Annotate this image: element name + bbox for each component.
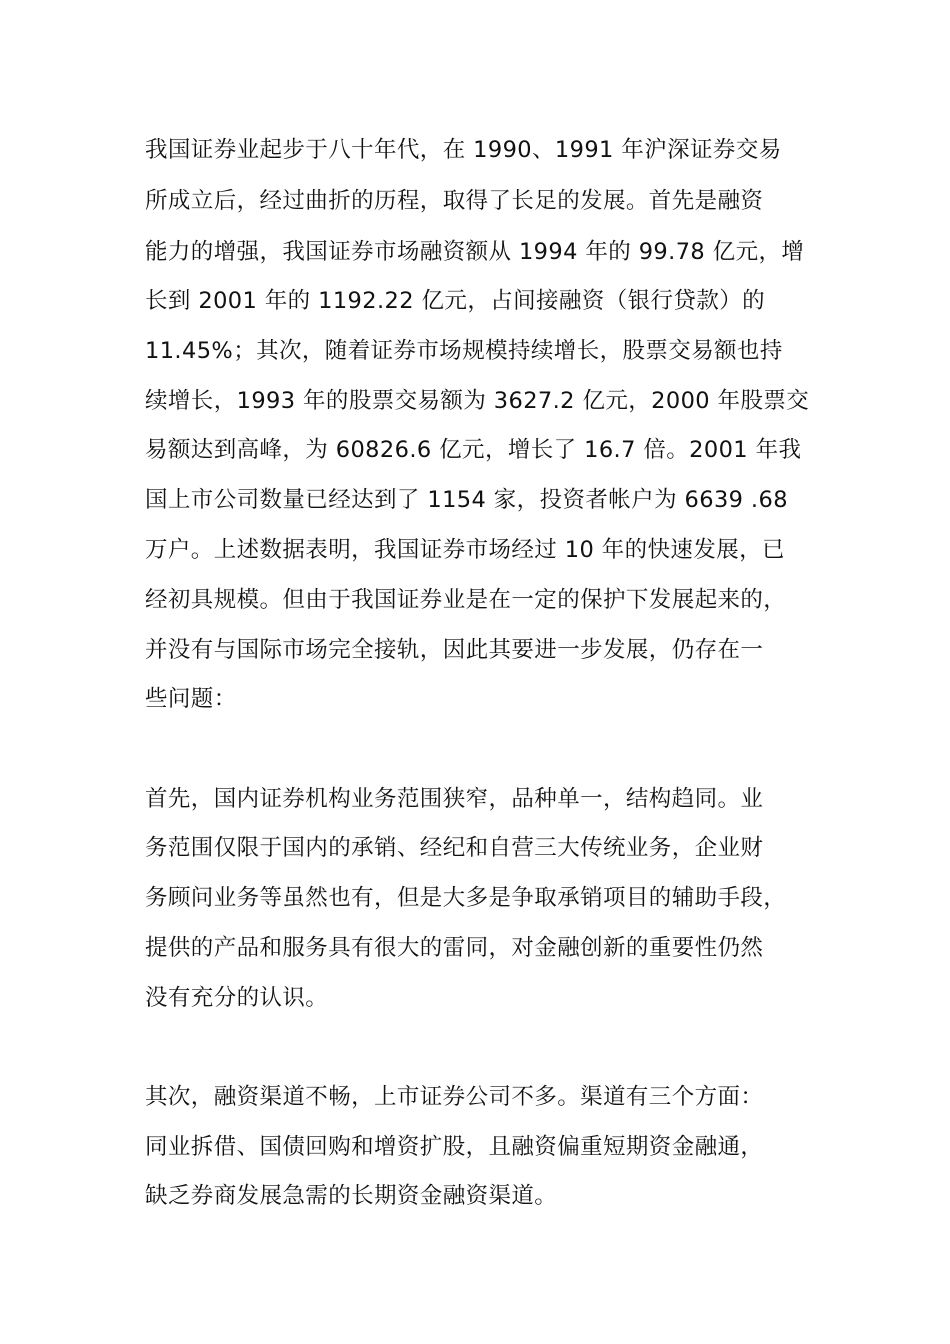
paragraph-line: 没有充分的认识。	[145, 985, 329, 1011]
paragraph-line: 同业拆借、国债回购和增资扩股，且融资偏重短期资金融通，	[145, 1134, 764, 1160]
paragraph-line: 首先，国内证券机构业务范围狭窄，品种单一，结构趋同。业	[145, 786, 764, 812]
paragraph-line: 务顾问业务等虽然也有，但是大多是争取承销项目的辅助手段，	[145, 885, 787, 911]
paragraph-line: 并没有与国际市场完全接轨，因此其要进一步发展，仍存在一	[145, 637, 764, 663]
paragraph-line: 经初具规模。但由于我国证券业是在一定的保护下发展起来的，	[145, 587, 787, 613]
paragraph-line: 国上市公司数量已经达到了 1154 家，投资者帐户为 6639 .68	[145, 487, 788, 513]
paragraph-line: 长到 2001 年的 1192.22 亿元，占间接融资（银行贷款）的	[145, 288, 766, 314]
paragraph-line: 续增长，1993 年的股票交易额为 3627.2 亿元，2000 年股票交	[145, 388, 810, 414]
paragraph-line: 提供的产品和服务具有很大的雷同，对金融创新的重要性仍然	[145, 935, 764, 961]
paragraph-line: 易额达到高峰，为 60826.6 亿元，增长了 16.7 倍。2001 年我	[145, 437, 802, 463]
paragraph-line: 其次，融资渠道不畅，上市证券公司不多。渠道有三个方面：	[145, 1084, 764, 1110]
paragraph-line: 缺乏券商发展急需的长期资金融资渠道。	[145, 1183, 558, 1209]
paragraph-line: 务范围仅限于国内的承销、经纪和自营三大传统业务，企业财	[145, 835, 764, 861]
paragraph-line: 我国证券业起步于八十年代，在 1990、1991 年沪深证券交易	[145, 137, 782, 163]
paragraph-line: 11.45%；其次，随着证券市场规模持续增长，股票交易额也持	[145, 338, 783, 364]
paragraph-line: 万户。上述数据表明，我国证券市场经过 10 年的快速发展，已	[145, 537, 785, 563]
paragraph-line: 些问题：	[145, 686, 237, 712]
paragraph-line: 所成立后，经过曲折的历程，取得了长足的发展。首先是融资	[145, 188, 764, 214]
paragraph-line: 能力的增强，我国证券市场融资额从 1994 年的 99.78 亿元，增	[145, 239, 805, 265]
